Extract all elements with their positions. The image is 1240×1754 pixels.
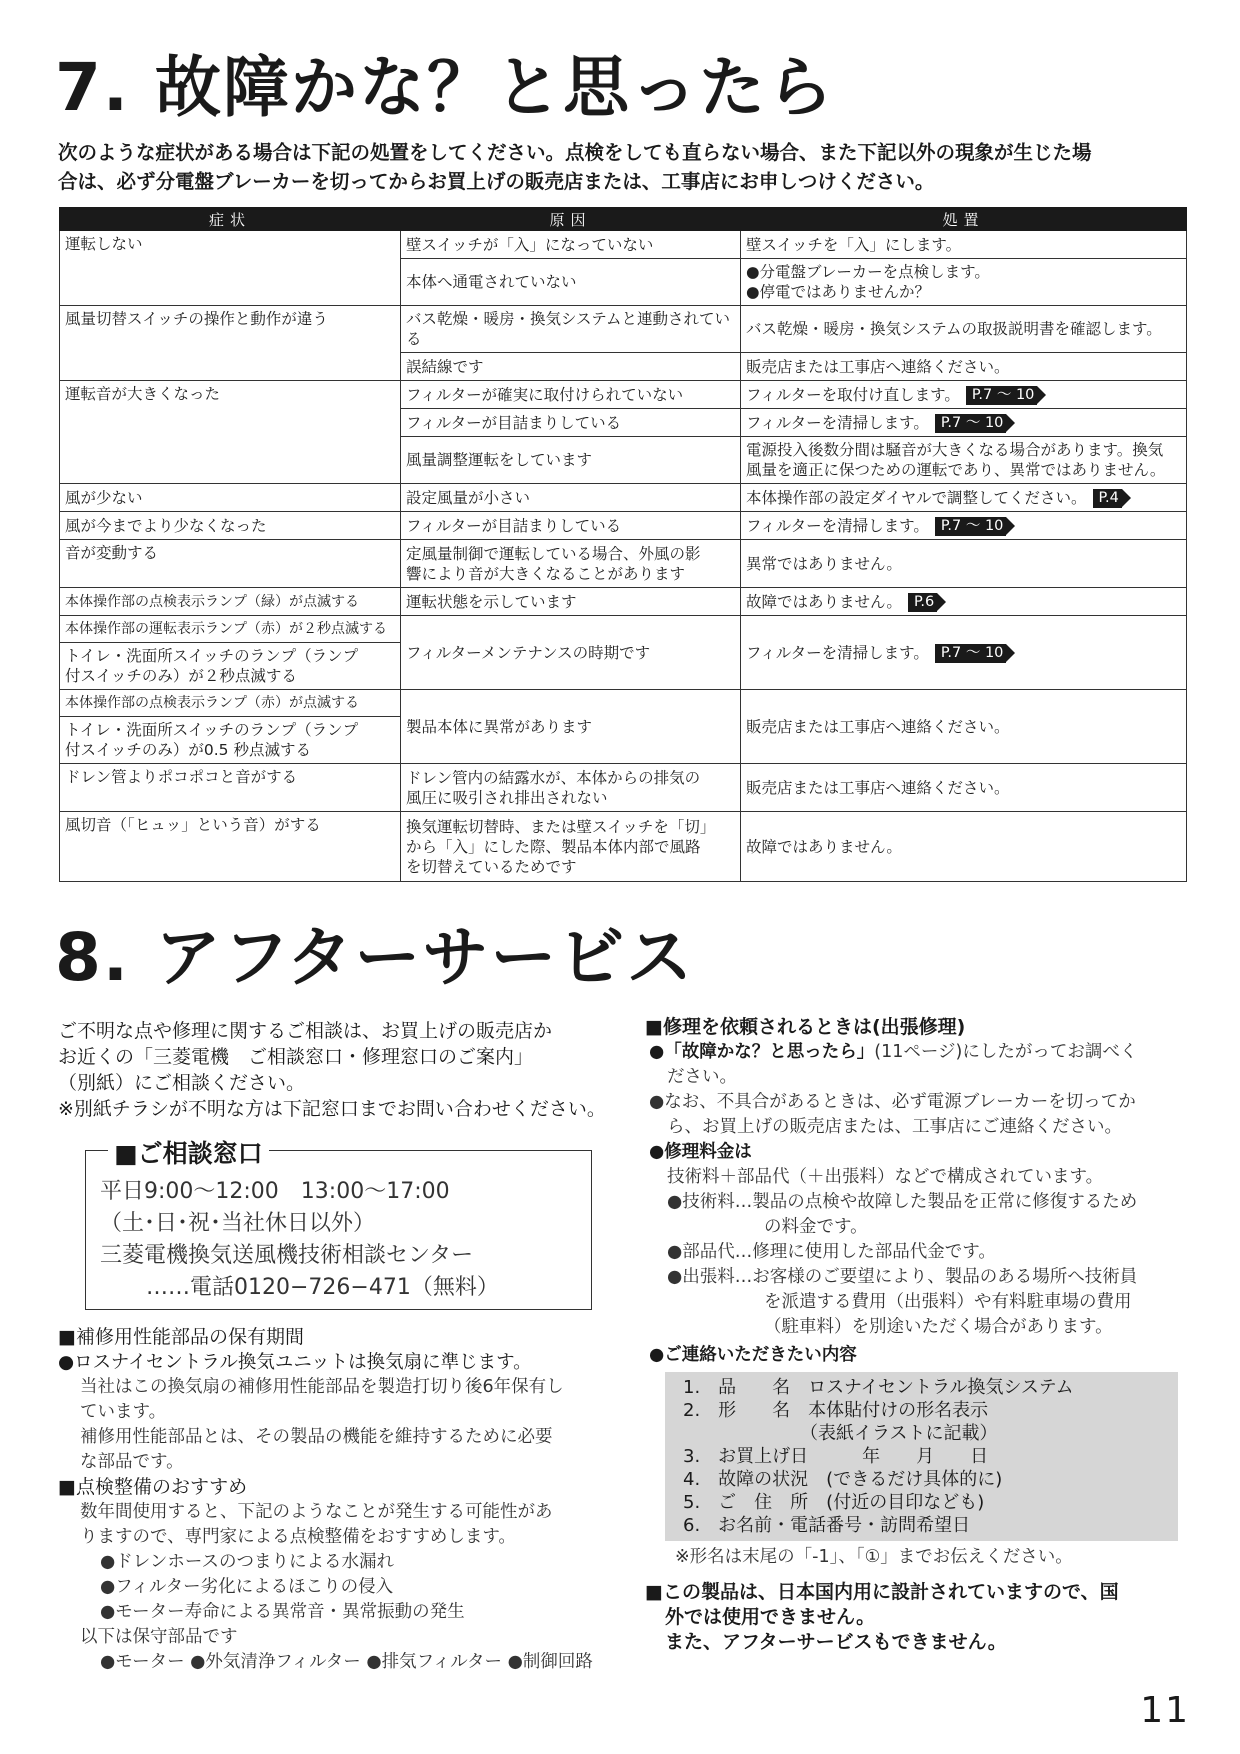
action-cell: 電源投入後数分間は騒音が大きくなる場合があります。換気 風量を適正に保つための運転であり、異常ではありません。 [741,437,1187,484]
symptom-cell: トイレ・洗面所スイッチのランプ（ランプ 付スイッチのみ）が0.5 秒点滅する [60,717,401,764]
action-cell: 故障ではありません。 [741,812,1187,882]
symptom-cell: ドレン管よりポコポコと音がする [60,764,401,812]
symptom-cell: 風切音（「ヒュッ」という音）がする [60,812,401,882]
contact-items-box: 1. 品 名 ロスナイセントラル換気システム 2. 形 名 本体貼付けの形名表示 （表紙イラストに記載） 3. お買上げ日 年 月 日 4. 故障の状況 (できるだけ具体的に) 5. ご 住 所 (付近の目印なども) 6. お名前・電話番号・訪問希望日 [665,1372,1178,1541]
cause-cell: 換気運転切替時、または壁スイッチを「切」 から「入」にした際、製品本体内部で風路 を切替えているためです [401,812,741,882]
cause-cell: 風量調整運転をしています [401,437,741,484]
cause-cell: 壁スイッチが「入」になっていない [401,231,741,259]
table-row [60,306,1187,353]
cause-cell: フィルターが目詰まりしている [401,409,741,437]
domestic-notice: ■この製品は、日本国内用に設計されていますので、国 外では使用できません。 また、アフターサービスもできません。 [645,1581,1119,1653]
symptom-cell: 風量切替スイッチの操作と動作が違う [60,306,401,381]
cause-cell: 定風量制御で運転している場合、外風の影 響により音が大きくなることがあります [401,540,741,588]
symptom-cell: 本体操作部の運転表示ランプ（赤）が２秒点滅する [60,616,401,643]
action-cell: バス乾燥・暖房・換気システムの取扱説明書を確認します。 [741,306,1187,353]
cause-cell: 本体へ通電されていない [401,259,741,306]
page-reference: P.7 ～ 10 [935,644,1007,663]
symptom-cell: 運転音が大きくなった [60,381,401,484]
consult-title: ■ご相談窓口 [108,1134,269,1170]
cause-cell: フィルターメンテナンスの時期です [401,616,741,690]
section8-title: 8. アフターサービス [55,919,695,996]
cause-cell: 誤結線です [401,353,741,381]
table-row [60,812,1187,882]
repair-section: ■修理を依頼されるときは(出張修理) ●「故障かな？と思ったら」(11ページ)にしたがってお調べく ださい。 ●なお、不具合があるときは、必ず電源ブレーカーを切ってか ら、お買上げの販売店または、工事店にご連絡ください。 ●修理料金は 技術料＋部品代（＋出張料）などで構成されています。 ●技術料…製品の点検や故障した製品を正常に修復するため の料金です。 ●部品代…修理に使用した部品代金です。 ●出張料…お客様のご要望により、製品のある場所へ技術員 を派遣する費用（出張料）や有料駐車場の費用 （駐車料）を別途いただく場合があります。 ●ご連絡いただきたい内容 1. 品 名 ロスナイセントラル換気システム 2. 形 名 本体貼付けの形名表示 （表紙イラストに記載） 3. お買上げ日 年 月 日 4. 故障の状況 (できるだけ具体的に) 5. ご 住 所 (付近の目印なども) 6. お名前・電話番号・訪問希望日 ※形名は末尾の「-1」、「①」までお伝えください。 ■この製品は、日本国内用に設計されていますので、国 外では使用できません。 また、アフターサービスもできません。 [645,1015,1195,1655]
table-row [60,588,1187,616]
table-row [60,512,1187,540]
table-row [60,616,1187,643]
action-cell: 販売店または工事店へ連絡ください。 [741,764,1187,812]
page-reference: P.6 [908,593,937,612]
action-cell: フィルターを清掃します。 P.7 ～ 10 [741,512,1187,540]
action-cell: 販売店または工事店へ連絡ください。 [741,353,1187,381]
action-cell: ●分電盤ブレーカーを点検します。 ●停電ではありませんか？ [741,259,1187,306]
symptom-cell: 本体操作部の点検表示ランプ（緑）が点滅する [60,588,401,616]
symptom-cell: 運転しない [60,231,401,306]
table-row [60,540,1187,588]
header-symptom: 症状 [60,208,401,231]
symptom-cell: 風が今までより少なくなった [60,512,401,540]
action-cell: 異常ではありません。 [741,540,1187,588]
symptom-cell: トイレ・洗面所スイッチのランプ（ランプ 付スイッチのみ）が２秒点滅する [60,643,401,690]
symptom-cell: 本体操作部の点検表示ランプ（赤）が点滅する [60,690,401,717]
action-cell: 販売店または工事店へ連絡ください。 [741,690,1187,764]
table-row [60,484,1187,512]
symptom-cell: 音が変動する [60,540,401,588]
page-reference: P.7 ～ 10 [935,517,1007,536]
repair-heading: ■修理を依頼されるときは(出張修理) [645,1016,966,1038]
action-cell: 壁スイッチを「入」にします。 [741,231,1187,259]
page-reference: P.7 ～ 10 [966,386,1038,405]
action-cell: フィルターを清掃します。 P.7 ～ 10 [741,409,1187,437]
action-cell: 故障ではありません。 P.6 [741,588,1187,616]
model-note: ※形名は末尾の「-1」、「①」までお伝えください。 [675,1547,1073,1567]
page-reference: P.4 [1093,489,1122,508]
cause-cell: ドレン管内の結露水が、本体からの排気の 風圧に吸引され排出されない [401,764,741,812]
action-cell: フィルターを清掃します。 P.7 ～ 10 [741,616,1187,690]
action-cell: フィルターを取付け直します。 P.7 ～ 10 [741,381,1187,409]
parts-section: ■補修用性能部品の保有期間 ●ロスナイセントラル換気ユニットは換気扇に準じます。 当社はこの換気扇の補修用性能部品を製造打切り後6年保有し ています。 補修用性能部品とは、その製品の機能を維持するために必要 な部品です。 [58,1325,618,1475]
table-row [60,231,1187,259]
page-reference: P.7 ～ 10 [935,414,1007,433]
table-row [60,764,1187,812]
inspection-section: ■点検整備のおすすめ 数年間使用すると、下記のようなことが発生する可能性があ りますので、専門家による点検整備をおすすめします。 ●ドレンホースのつまりによる水漏れ ●フィルター劣化によるほこりの侵入 ●モーター寿命による異常音・異常振動の発生 以下は保守部品です ●モーター ●外気清浄フィルター ●排気フィルター ●制御回路 [58,1475,618,1675]
cause-cell: 設定風量が小さい [401,484,741,512]
page-number: 11 [1140,1690,1190,1731]
cause-cell: フィルターが確実に取付けられていない [401,381,741,409]
cause-cell: フィルターが目詰まりしている [401,512,741,540]
table-row [60,381,1187,409]
troubleshooting-table [59,207,1187,882]
contact-heading: ●ご連絡いただきたい内容 [649,1345,857,1365]
header-cause: 原因 [401,208,741,231]
symptom-cell: 風が少ない [60,484,401,512]
consult-lines: 平日9:00～12:00 13:00～17:00 （土･日･祝･当社休日以外） 三菱電機換気送風機技術相談センター ……電話0120−726−471（無料） [100,1176,499,1304]
inspection-heading: ■点検整備のおすすめ [58,1476,248,1498]
action-cell: 本体操作部の設定ダイヤルで調整してください。 P.4 [741,484,1187,512]
table-row [60,690,1187,717]
section7-intro: 次のような症状がある場合は下記の処置をしてください。点検をしても直らない場合、また下記以外の現象が生じた場 合は、必ず分電盤ブレーカーを切ってからお買上げの販売店または、工事店にお申しつけください。 [58,141,1092,193]
parts-heading: ■補修用性能部品の保有期間 [58,1326,304,1348]
consult-phone: ……電話0120−726−471（無料） [146,1275,499,1300]
cause-cell: 製品本体に異常があります [401,690,741,764]
header-action: 処置 [741,208,1187,231]
section8-intro: ご不明な点や修理に関するご相談は、お買上げの販売店か お近くの「三菱電機 ご相談窓口・修理窓口のご案内」 （別紙）にご相談ください。 ※別紙チラシが不明な方は下記窓口までお問い合わせください。 [58,1020,606,1120]
section7-title: 7. 故障かな？と思ったら [55,49,835,126]
table-header [60,208,1187,231]
cause-cell: 運転状態を示しています [401,588,741,616]
fee-heading: ●修理料金は [649,1142,752,1162]
cause-cell: バス乾燥・暖房・換気システムと連動されている [401,306,741,353]
